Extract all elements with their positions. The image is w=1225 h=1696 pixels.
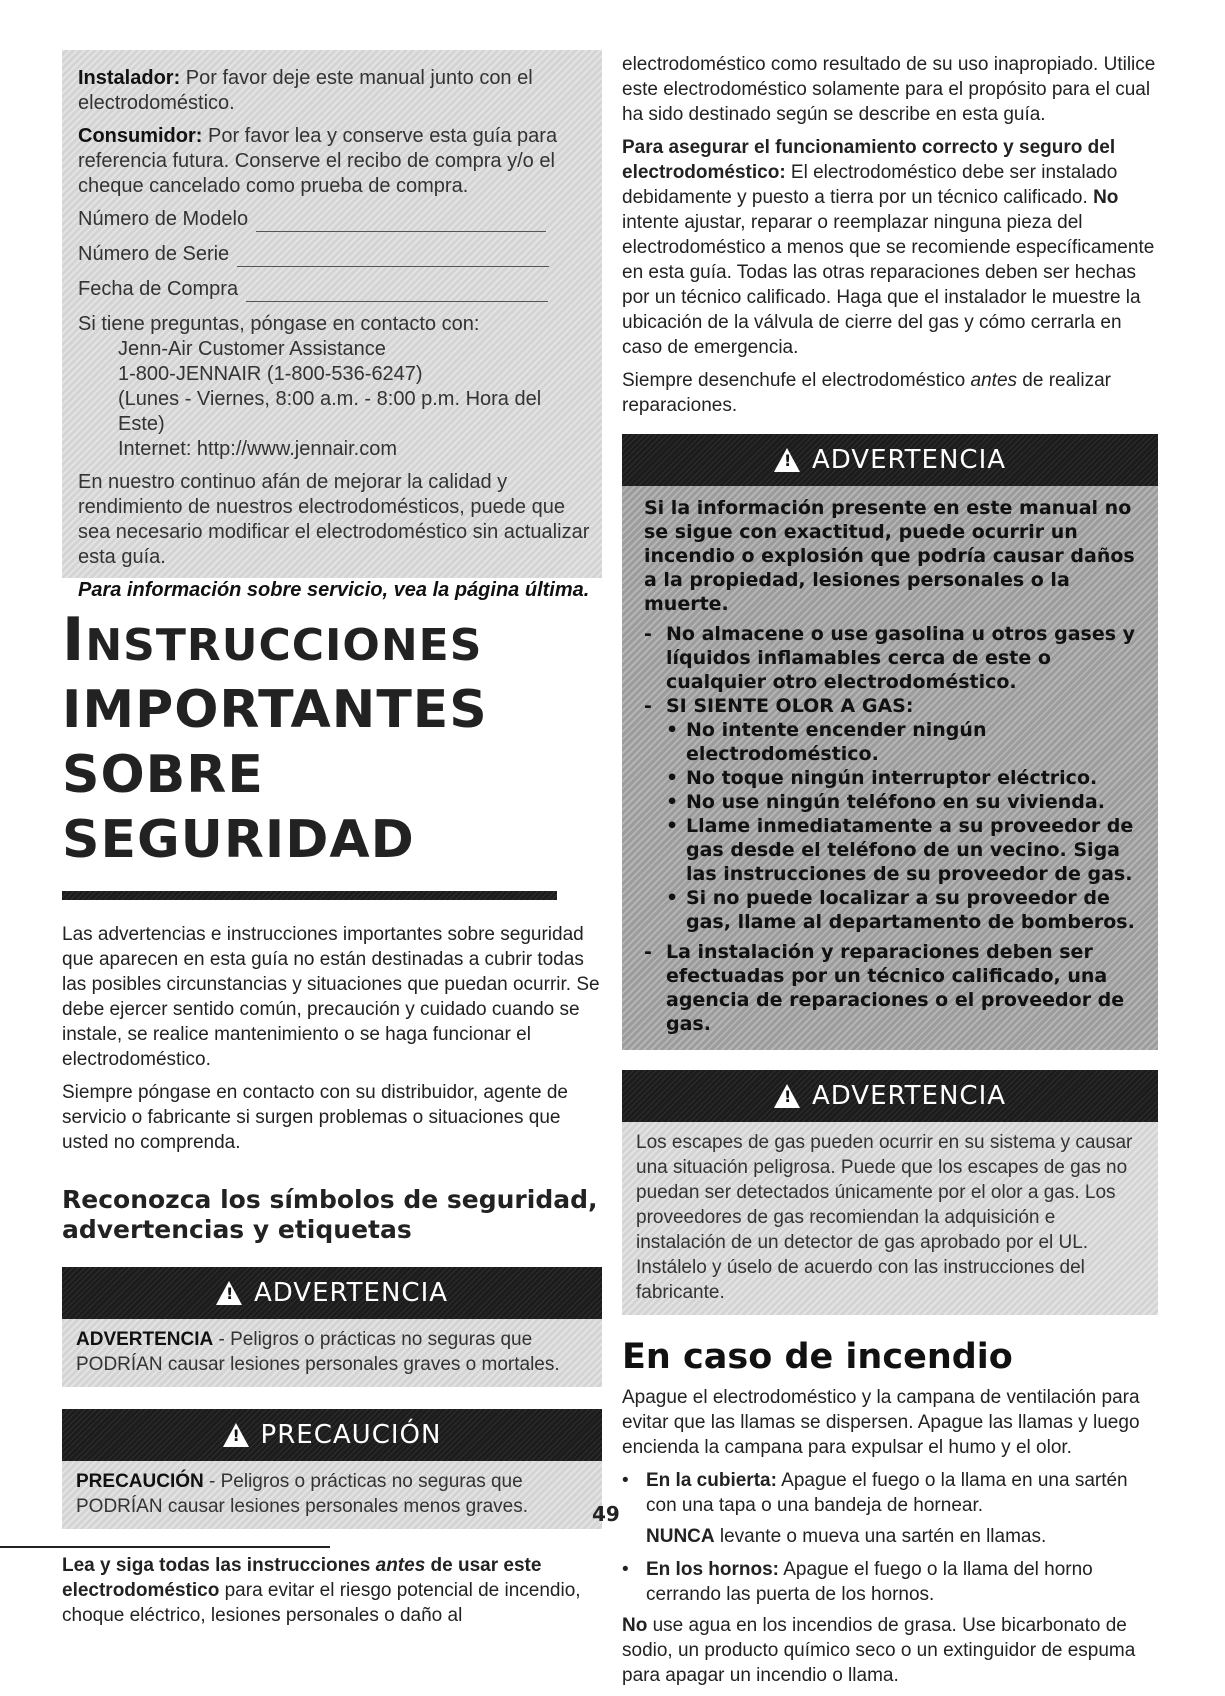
gas-warning-item-text: La instalación y reparaciones deben ser efectuadas por un técnico calificado, una agencia de reparaciones o el proveedor de gas. (666, 941, 1125, 1035)
gas-warning-item: - SI SIENTE OLOR A GAS: (644, 695, 914, 717)
cooktop-label: En la cubierta: (646, 1470, 777, 1491)
warning-label: ADVERTENCIA (76, 1329, 214, 1350)
read-note-emphasis: antes (375, 1555, 426, 1576)
owner-info-box (62, 50, 602, 601)
never-text: levante o mueva una sartén en llamas. (714, 1526, 1047, 1547)
caution-header (62, 1409, 602, 1461)
title-line3: SEGURIDAD (62, 810, 415, 870)
warning-definition: - Peligros o prácticas no seguras que PODRÍAN causar lesiones personales graves o mortales. (76, 1329, 560, 1375)
model-number-line (256, 213, 546, 232)
title-divider (62, 891, 557, 900)
gas-warning-subitem: • No toque ningún interruptor eléctrico. (666, 767, 1098, 789)
gas-warning-subitem-text: Llame inmediatamente a su proveedor de gas desde el teléfono de un vecino. Siga las instrucciones de su proveedor de gas. (686, 815, 1134, 885)
fire-bullet-ovens: • En los hornos: Apague el fuego o la llama del horno cerrando las puerta de los hornos. (622, 1559, 1093, 1605)
contact-name: Jenn-Air Customer Assistance (118, 338, 386, 360)
gas-warning-subitem: • No use ningún teléfono en su vivienda. (666, 791, 1105, 813)
gas-explosion-warning-box (622, 434, 1158, 1050)
unplug-text-start: Siempre desenchufe el electrodoméstico (622, 370, 971, 391)
grease-no-label: No (622, 1615, 648, 1636)
unplug-text-end: de realizar reparaciones. (622, 370, 1112, 416)
right-column (622, 52, 1158, 1696)
page-number: 49 (592, 1502, 620, 1526)
installer-label: Instalador: (78, 67, 181, 89)
improvement-text: En nuestro continuo afán de mejorar la calidad y rendimiento de nuestros electrodomésticos, puede que sea necesario modificar el electrodoméstico sin actualizar esta guía. (78, 471, 590, 568)
gas-warning-header (622, 434, 1158, 486)
gas-warning-subitem: • No intente encender ningún electrodoméstico. (666, 718, 1148, 766)
warning-triangle-icon: ! (216, 1281, 242, 1305)
gas-warning-subitem-text: Si no puede localizar a su proveedor de gas, llame al departamento de bomberos. (686, 887, 1135, 933)
warning-header-label: ADVERTENCIA (253, 1278, 449, 1308)
service-note: Para información sobre servicio, vea la página última. (78, 579, 590, 601)
read-note-text: para evitar el riesgo potencial de incendio, choque eléctrico, lesiones personales o daño al (62, 1580, 581, 1626)
contact-website: Internet: http://www.jennair.com (118, 438, 398, 460)
contact-phone: 1-800-JENNAIR (1-800-536-6247) (118, 363, 423, 385)
installer-text: Por favor deje este manual junto con el electrodoméstico. (78, 67, 533, 114)
title-line1: NSTRUCCIONES (85, 620, 483, 671)
never-note (646, 1524, 1158, 1549)
gas-warning-item-text: No almacene o use gasolina u otros gases y líquidos inflamables cerca de este o cualquier otro electrodoméstico. (666, 623, 1136, 693)
ovens-label: En los hornos: (646, 1559, 779, 1580)
gas-warning-item-text: SI SIENTE OLOR A GAS: (666, 695, 914, 717)
unplug-paragraph (622, 368, 1158, 418)
consumer-label: Consumidor: (78, 125, 203, 147)
purchase-date-line (246, 283, 548, 302)
bottom-rule (0, 1546, 330, 1548)
safe-operation-heading: Para asegurar el funcionamiento correcto y seguro del electrodoméstico: (622, 137, 1116, 183)
fire-bullet-cooktop: • En la cubierta: Apague el fuego o la llama en una sartén con una tapa o una bandeja de hornear. (622, 1470, 1128, 1516)
gas-warning-item: - La instalación y reparaciones deben ser efectuadas por un técnico calificado, una agencia de reparaciones o el proveedor de gas. (644, 940, 1148, 1036)
serial-number-field (78, 242, 590, 267)
title-initial: I (62, 605, 86, 675)
grease-fire-note (622, 1613, 1158, 1688)
gas-warning-subitem-text: No use ningún teléfono en su vivienda. (686, 791, 1105, 813)
fire-intro: Apague el electrodoméstico y la campana de ventilación para evitar que las llamas se dispersen. Apague las llamas y luego encienda la campana para expulsar el humo y el olor. (622, 1387, 1140, 1458)
leak-warning-triangle-icon: ! (774, 1084, 800, 1108)
gas-warning-triangle-icon: ! (774, 448, 800, 472)
safe-operation-text: El electrodoméstico debe ser instalado debidamente y puesto a tierra por un técnico calificado. (622, 162, 1118, 208)
page-title (62, 605, 602, 873)
read-note-bold-start: Lea y siga todas las instrucciones (62, 1555, 376, 1576)
serial-number-line (237, 248, 549, 267)
questions-text: Si tiene preguntas, póngase en contacto con: (78, 313, 480, 335)
safe-operation-no: No (1093, 187, 1119, 208)
caution-header-label: PRECAUCIÓN (260, 1420, 442, 1450)
gas-warning-item: - No almacene o use gasolina u otros gases y líquidos inflamables cerca de este o cualquier otro electrodoméstico. (644, 622, 1148, 694)
contact-info (118, 337, 590, 462)
warning-header (62, 1267, 602, 1319)
cooktop-text: Apague el fuego o la llama en una sartén con una tapa o una bandeja de hornear. (646, 1470, 1128, 1516)
purchase-date-label: Fecha de Compra (78, 278, 239, 300)
serial-number-label: Número de Serie (78, 243, 230, 265)
left-column (62, 50, 602, 1628)
leak-warning-header (622, 1070, 1158, 1122)
unplug-emphasis: antes (970, 370, 1018, 391)
gas-warning-subitem: • Llame inmediatamente a su proveedor de gas desde el teléfono de un vecino. Siga las instrucciones de su proveedor de gas. (666, 814, 1148, 886)
title-line2: IMPORTANTES SOBRE (62, 680, 488, 805)
fire-section-heading: En caso de incendio (622, 1337, 1013, 1377)
warning-definition-box (62, 1267, 602, 1387)
gas-warning-subitem-text: No intente encender ningún electrodoméstico. (686, 719, 987, 765)
gas-warning-subitem: • Si no puede localizar a su proveedor de gas, llame al departamento de bomberos. (666, 886, 1148, 934)
model-number-field (78, 207, 590, 232)
caution-label: PRECAUCIÓN (76, 1471, 204, 1492)
read-instructions-note (62, 1553, 602, 1628)
leak-warning-text: Los escapes de gas pueden ocurrir en su sistema y causar una situación peligrosa. Puede que los escapes de gas no puedan ser detectados únicamente por el olor a gas. Los proveedores de gas recomiendan la adquisición e instalación de un detector de gas aprobado por el UL. Instálelo y úselo de acuerdo con las instrucciones del fabricante. (636, 1132, 1133, 1303)
never-label: NUNCA (646, 1526, 715, 1547)
consumer-text: Por favor lea y conserve esta guía para referencia futura. Conserve el recibo de compra y/o el cheque cancelado como prueba de compra. (78, 125, 558, 197)
caution-definition: - Peligros o prácticas no seguras que PODRÍAN causar lesiones personales menos graves. (76, 1471, 528, 1517)
read-note-bold-end: de usar este electrodoméstico (62, 1555, 542, 1601)
symbols-heading: Reconozca los símbolos de seguridad, advertencias y etiquetas (62, 1185, 598, 1244)
model-number-label: Número de Modelo (78, 208, 249, 230)
safe-operation-paragraph (622, 135, 1158, 360)
gas-warning-body (622, 486, 1158, 1050)
leak-warning-header-label: ADVERTENCIA (811, 1081, 1007, 1111)
intro-paragraph: Las advertencias e instrucciones importantes sobre seguridad que aparecen en esta guía no están destinadas a cubrir todas las posibles circunstancias y situaciones que puedan ocurrir. Se debe ejercer sentido común, precaución y cuidado cuando se instale, se realice mantenimiento o se haga funcionar el electrodoméstico. (62, 924, 600, 1070)
caution-definition-box (62, 1409, 602, 1529)
grease-fire-text: use agua en los incendios de grasa. Use bicarbonato de sodio, un producto químico seco o un extinguidor de espuma para apagar un incendio o llama. (622, 1615, 1136, 1686)
gas-warning-intro: Si la información presente en este manual no se sigue con exactitud, puede ocurrir un incendio o explosión que podría causar daños a la propiedad, lesiones personales o la muerte. (644, 497, 1135, 615)
caution-triangle-icon: ! (223, 1423, 249, 1447)
contact-paragraph: Siempre póngase en contacto con su distribuidor, agente de servicio o fabricante si surgen problemas o situaciones que usted no comprenda. (62, 1082, 568, 1153)
purchase-date-field (78, 277, 590, 302)
contact-hours: (Lunes - Viernes, 8:00 a.m. - 8:00 p.m. Hora del Este) (118, 388, 542, 435)
misuse-paragraph: electrodoméstico como resultado de su uso inapropiado. Utilice este electrodoméstico solamente para el propósito para el cual ha sido destinado según se describe en esta guía. (622, 54, 1156, 125)
gas-leak-warning-box (622, 1070, 1158, 1315)
gas-warning-subitem-text: No toque ningún interruptor eléctrico. (686, 767, 1098, 789)
safe-operation-text2: intente ajustar, reparar o reemplazar ninguna pieza del electrodoméstico a menos que se recomiende específicamente en esta guía. Todas las otras reparaciones deben ser hechas por un técnico calificado. Haga que el instalador le muestre la ubicación de la válvula de cierre del gas y cómo cerrarla en caso de emergencia. (622, 212, 1155, 358)
gas-warning-header-label: ADVERTENCIA (811, 445, 1007, 475)
ovens-text: Apague el fuego o la llama del horno cerrando las puerta de los hornos. (646, 1559, 1093, 1605)
